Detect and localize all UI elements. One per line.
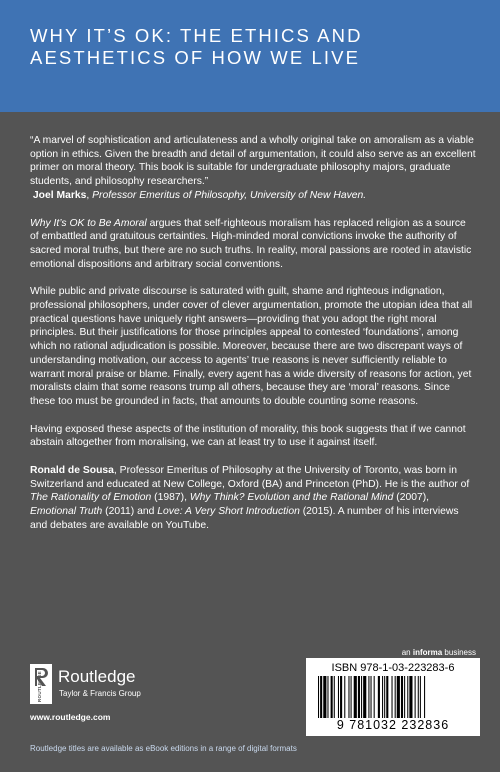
barcode-bar (348, 676, 349, 718)
barcode-bar (331, 676, 333, 718)
barcode-bar (415, 676, 416, 718)
barcode-bar (334, 676, 335, 718)
publisher-website[interactable]: www.routledge.com (30, 712, 111, 722)
barcode-bar (327, 676, 328, 718)
author-book-3: Emotional Truth (30, 506, 103, 518)
blurb-paragraph-1-text: argues that self-righteous moralism has replaced religion as a source of embattled and gratuitous certainties. High-minded moral convictions invoke the authority of sacred moral truths, but there are no such truths. In reality, moral passions are rooted in atavistic emotional dispositions and arbitrary social conventions. (30, 217, 472, 270)
barcode-bar (401, 676, 403, 718)
logo-vertical-text: ROUTLEDGE (37, 671, 42, 702)
isbn-number: ISBN 978-1-03-223283-6 (331, 662, 455, 674)
author-bio-text-5: (2015). A number of his interviews and debates are available on YouTube. (30, 506, 459, 531)
barcode-bar (392, 676, 393, 718)
barcode-bar (361, 676, 362, 718)
author-book-4: Love: A Very Short Introduction (157, 506, 300, 518)
blurb-paragraph-2: While public and private discourse is saturated with guilt, shame and righteous indignation, professional philosophers, under cover of clever argumentation, promote the utopian idea that all practical questions have uniquely right answers—providing that you adopt the right moral principles. But their justifications for those principles appeal to contested ‘foundations’, among which no rational adjudication is possible. Moreover, because there are two discrepant ways of understanding motivation, our access to agents’ true reasons is never sufficiently reliable to warrant moral praise or blame. Finally, every agent has a wide diversity of reasons for action, yet moralists claim that some reasons trump all others, because they are ‘moral’ reasons. Since these too must be grounded in facts, that amounts to double counting some reasons. (30, 286, 473, 407)
barcode-bar (351, 676, 352, 718)
barcode-icon (316, 676, 470, 718)
barcode-bar (382, 676, 383, 718)
author-bio (30, 464, 476, 533)
barcode-bar (318, 676, 319, 718)
publisher-name: Routledge (58, 667, 136, 686)
barcode-bar (340, 676, 342, 718)
barcode-bar (407, 676, 408, 718)
endorsement-attribution: Joel Marks, Professor Emeritus of Philosophy, University of New Haven. (32, 189, 367, 201)
barcode-bar (384, 676, 385, 718)
endorser-affiliation: Professor Emeritus of Philosophy, University of New Haven. (92, 189, 367, 201)
informa-suffix: business (442, 648, 476, 657)
barcode-bar (363, 676, 366, 718)
barcode-bar (424, 676, 425, 718)
author-bio-text-1: , Professor Emeritus of Philosophy at the University of Toronto, was born in Switzerland and educated at New College, Oxford (BA) and Princeton (PhD). He is the author of (30, 465, 470, 490)
informa-brand: informa (412, 648, 443, 657)
author-bio-text-2: (1987), (151, 492, 190, 504)
endorser-name: Joel Marks (32, 189, 87, 201)
barcode-bar (420, 676, 421, 718)
endorsement-quote: “A marvel of sophistication and articulateness and a wholly original take on amoralism as a viable option in ethics. Given the breadth and detail of argumentation, it could also serve as an excellent primer on moral theory. This book is suitable for undergraduate philosophy majors, graduate students, and philosophy researchers.” (30, 135, 476, 188)
barcode-digits: 9 781032 232836 (336, 718, 450, 732)
back-cover-text (30, 134, 476, 547)
barcode-bar (358, 676, 360, 718)
barcode-bar (378, 676, 380, 718)
barcode-bar (323, 676, 326, 718)
blurb-paragraph-3: Having exposed these aspects of the institution of morality, this book suggests that if we cannot abstain altogether from moralising, we can at least try to use it against itself. (30, 423, 466, 449)
barcode-bar (404, 676, 405, 718)
barcode-bar (409, 676, 412, 718)
informa-prefix: an (401, 648, 413, 657)
title-band (0, 0, 500, 112)
isbn-barcode (306, 658, 480, 736)
barcode-bar (397, 676, 400, 718)
barcode-bar (371, 676, 372, 718)
author-bio-text-4: (2011) and (102, 506, 158, 518)
barcode-bar (418, 676, 419, 718)
ebook-note: Routledge titles are available as eBook editions in a range of digital formats (30, 744, 297, 753)
barcode-bar (395, 676, 396, 718)
barcode-bar (386, 676, 388, 718)
routledge-r-icon (30, 664, 52, 704)
author-name: Ronald de Sousa (30, 465, 114, 477)
publisher-group: Taylor & Francis Group (59, 689, 141, 698)
barcode-bar (368, 676, 369, 718)
barcode-bar (320, 676, 322, 718)
author-book-2: Why Think? Evolution and the Rational Mind (189, 492, 394, 504)
barcode-bar (338, 676, 339, 718)
barcode-bar (344, 676, 345, 718)
author-bio-text-3: (2007), (393, 492, 430, 504)
book-title: Why It’s OK to Be Amoral (30, 217, 147, 229)
informa-note (402, 648, 476, 657)
barcode-bar (374, 676, 375, 718)
blurb-paragraph-1 (30, 217, 476, 272)
series-title: WHY IT’S OK: THE ETHICS AND AESTHETICS OF HOW WE LIVE (30, 25, 363, 68)
barcode-bar (354, 676, 357, 718)
author-book-1: The Rationality of Emotion (30, 492, 152, 504)
routledge-logo (30, 664, 160, 704)
